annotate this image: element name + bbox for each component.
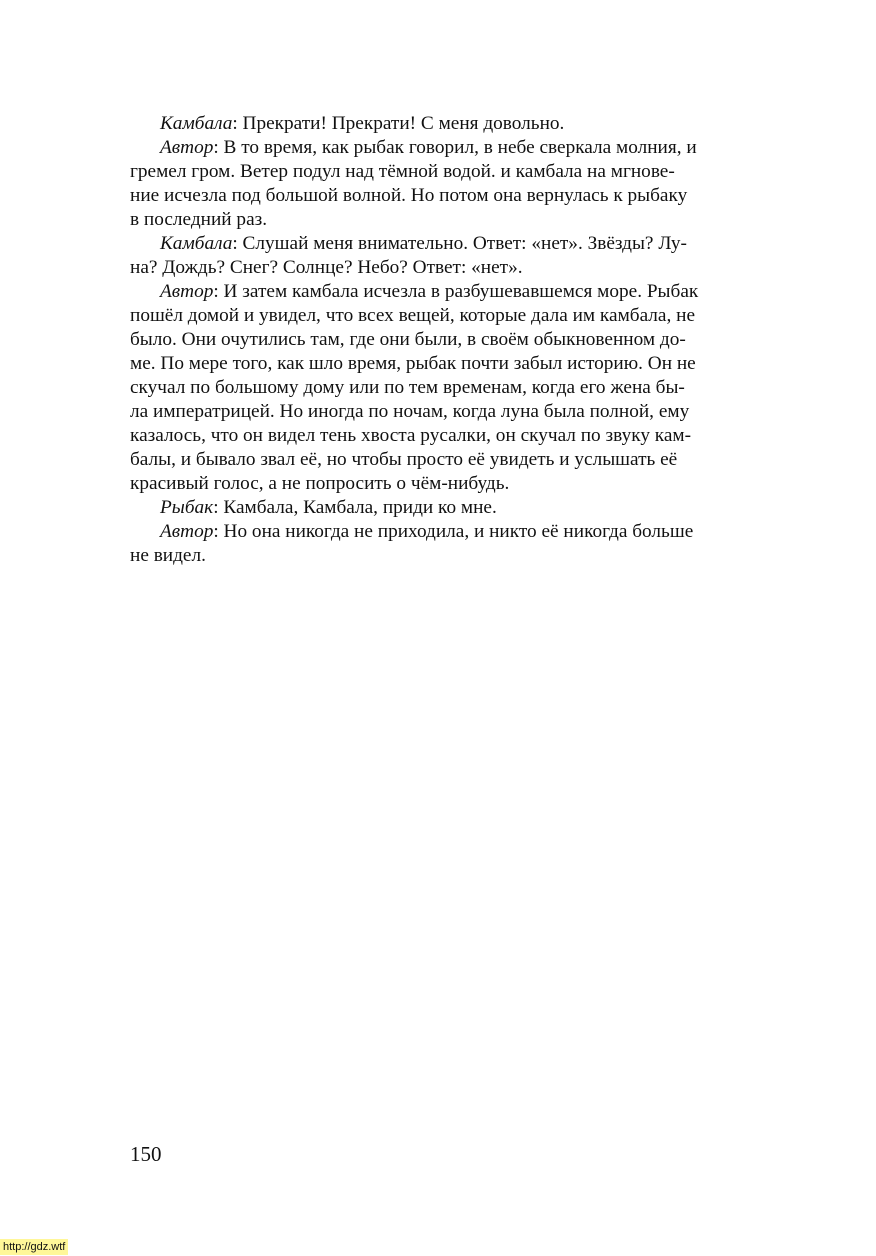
paragraph <box>130 136 744 232</box>
speaker-name: Автор <box>160 521 214 542</box>
speaker-name: Автор <box>160 137 214 158</box>
speaker-name: Камбала <box>160 233 233 254</box>
paragraph <box>130 520 744 568</box>
paragraph-text: : Прекрати! Прекрати! С меня довольно. <box>232 113 565 134</box>
page-text <box>130 112 744 568</box>
speaker-name: Камбала <box>160 113 233 134</box>
paragraph-text: : В то время, как рыбак говорил, в небе сверкала молния, и гремел гром. Ветер подул над тёмной водой. и камбала на мгнове- ние исчезла под большой волной. Но потом она вернулась к рыбаку в последний раз. <box>130 137 697 230</box>
paragraph <box>130 496 744 520</box>
paragraph-text: : Камбала, Камбала, приди ко мне. <box>213 497 497 518</box>
paragraph <box>130 232 744 280</box>
speaker-name: Рыбак <box>160 497 214 518</box>
watermark-link[interactable]: http://gdz.wtf <box>0 1239 68 1255</box>
paragraph <box>130 112 744 136</box>
page-number: 150 <box>130 1142 162 1166</box>
paragraph <box>130 280 744 496</box>
paragraph-text: : Но она никогда не приходила, и никто её никогда больше не видел. <box>130 521 694 566</box>
paragraph-text: : И затем камбала исчезла в разбушевавшемся море. Рыбак пошёл домой и увидел, что всех вещей, которые дала им камбала, не было. Они очутились там, где они были, в своём обыкновенном до- ме. По мере того, как шло время, рыбак почти забыл историю. Он не скучал по большому дому или по тем временам, когда его жена бы- ла императрицей. Но иногда по ночам, когда луна была полной, ему казалось, что он видел тень хвоста русалки, он скучал по звуку кам- балы, и бывало звал её, но чтобы просто её увидеть и услышать её красивый голос, а не попросить о чём-нибудь. <box>130 281 699 494</box>
speaker-name: Автор <box>160 281 214 302</box>
paragraph-text: : Слушай меня внимательно. Ответ: «нет». Звёзды? Лу- на? Дождь? Снег? Солнце? Небо? Ответ: «нет». <box>130 233 687 278</box>
